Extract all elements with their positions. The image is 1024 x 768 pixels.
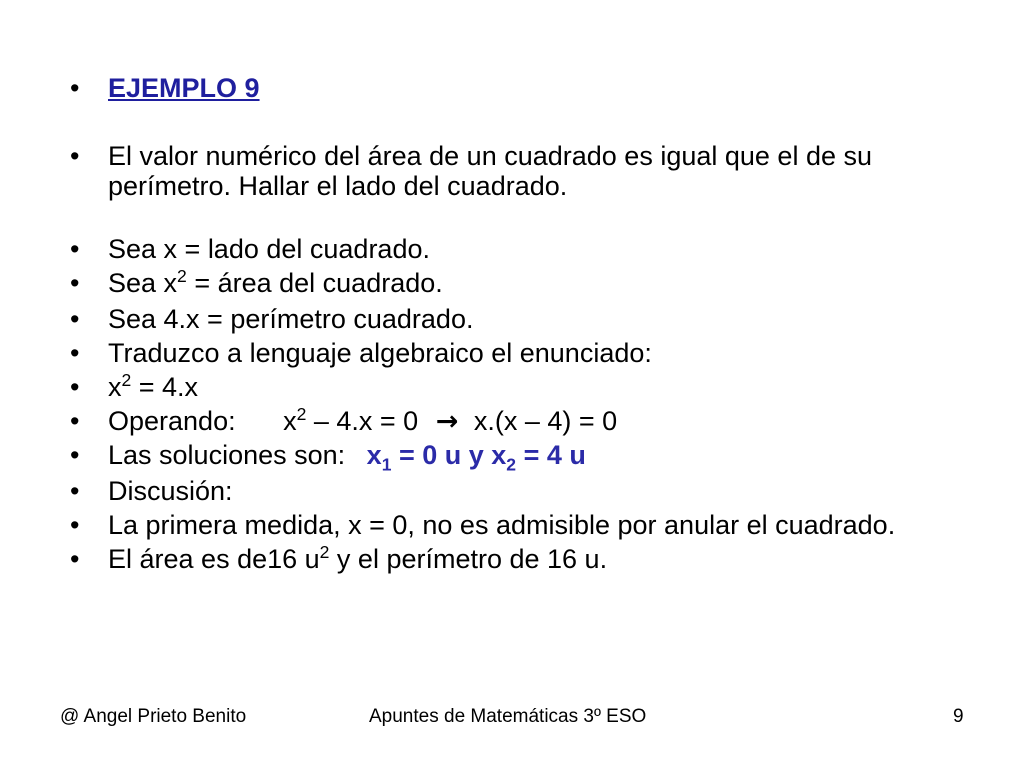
- bullet-mark: •: [70, 372, 80, 402]
- primera-medida: La primera medida, x = 0, no es admisible por anular el cuadrado.: [108, 510, 896, 540]
- bullet-mark: •: [70, 304, 80, 334]
- area-perimetro: El área es de16 $u^2$ y el perímetro de 16 u.: [108, 542, 608, 574]
- footer-author: @ Angel Prieto Benito: [60, 706, 247, 727]
- problem-statement: [108, 141, 872, 201]
- operando-label: Operando:: [108, 406, 236, 436]
- soluciones-values: $x_1 = 0$ u y $x_2 = 4$ u: [366, 440, 586, 475]
- sea-lado: Sea x = lado del cuadrado.: [108, 234, 430, 264]
- footer-course: Apuntes de Matemáticas 3º ESO: [369, 706, 647, 727]
- bullet-mark: •: [70, 73, 80, 103]
- right-arrow-icon: →: [435, 406, 459, 437]
- sea-area: Sea $x^2$ = área del cuadrado.: [108, 266, 443, 298]
- bullet-mark: •: [70, 440, 80, 470]
- traduzco-text: Traduzco a lenguaje algebraico el enunciado:: [108, 338, 652, 368]
- soluciones-label: Las soluciones son:: [108, 440, 346, 470]
- problem-line-1: El valor numérico del área de un cuadrado es igual que el de su: [108, 141, 872, 171]
- discusion-text: Discusión:: [108, 476, 233, 506]
- bullet-mark: •: [70, 141, 80, 171]
- bullet-mark: •: [70, 406, 80, 436]
- bullet-mark: •: [70, 268, 80, 298]
- equation: $x^2 = 4.x$: [108, 370, 199, 402]
- bullet-mark: •: [70, 234, 80, 264]
- bullet-mark: •: [70, 338, 80, 368]
- soluciones-line: [108, 440, 586, 475]
- problem-line-2: perímetro. Hallar el lado del cuadrado.: [108, 171, 568, 201]
- bullet-mark: •: [70, 510, 80, 540]
- operando-line: Operando: $x^2 - 4.x = 0 \to x.(x - 4) = 0$: [108, 404, 618, 437]
- bullet-mark: •: [70, 544, 80, 574]
- sea-perimetro: Sea 4.x = perímetro cuadrado.: [108, 304, 474, 334]
- slide-title: EJEMPLO 9: [108, 73, 260, 103]
- footer-page-number: 9: [953, 706, 964, 727]
- bullet-mark: •: [70, 476, 80, 506]
- factored-equation: x.(x – 4) = 0: [473, 406, 618, 436]
